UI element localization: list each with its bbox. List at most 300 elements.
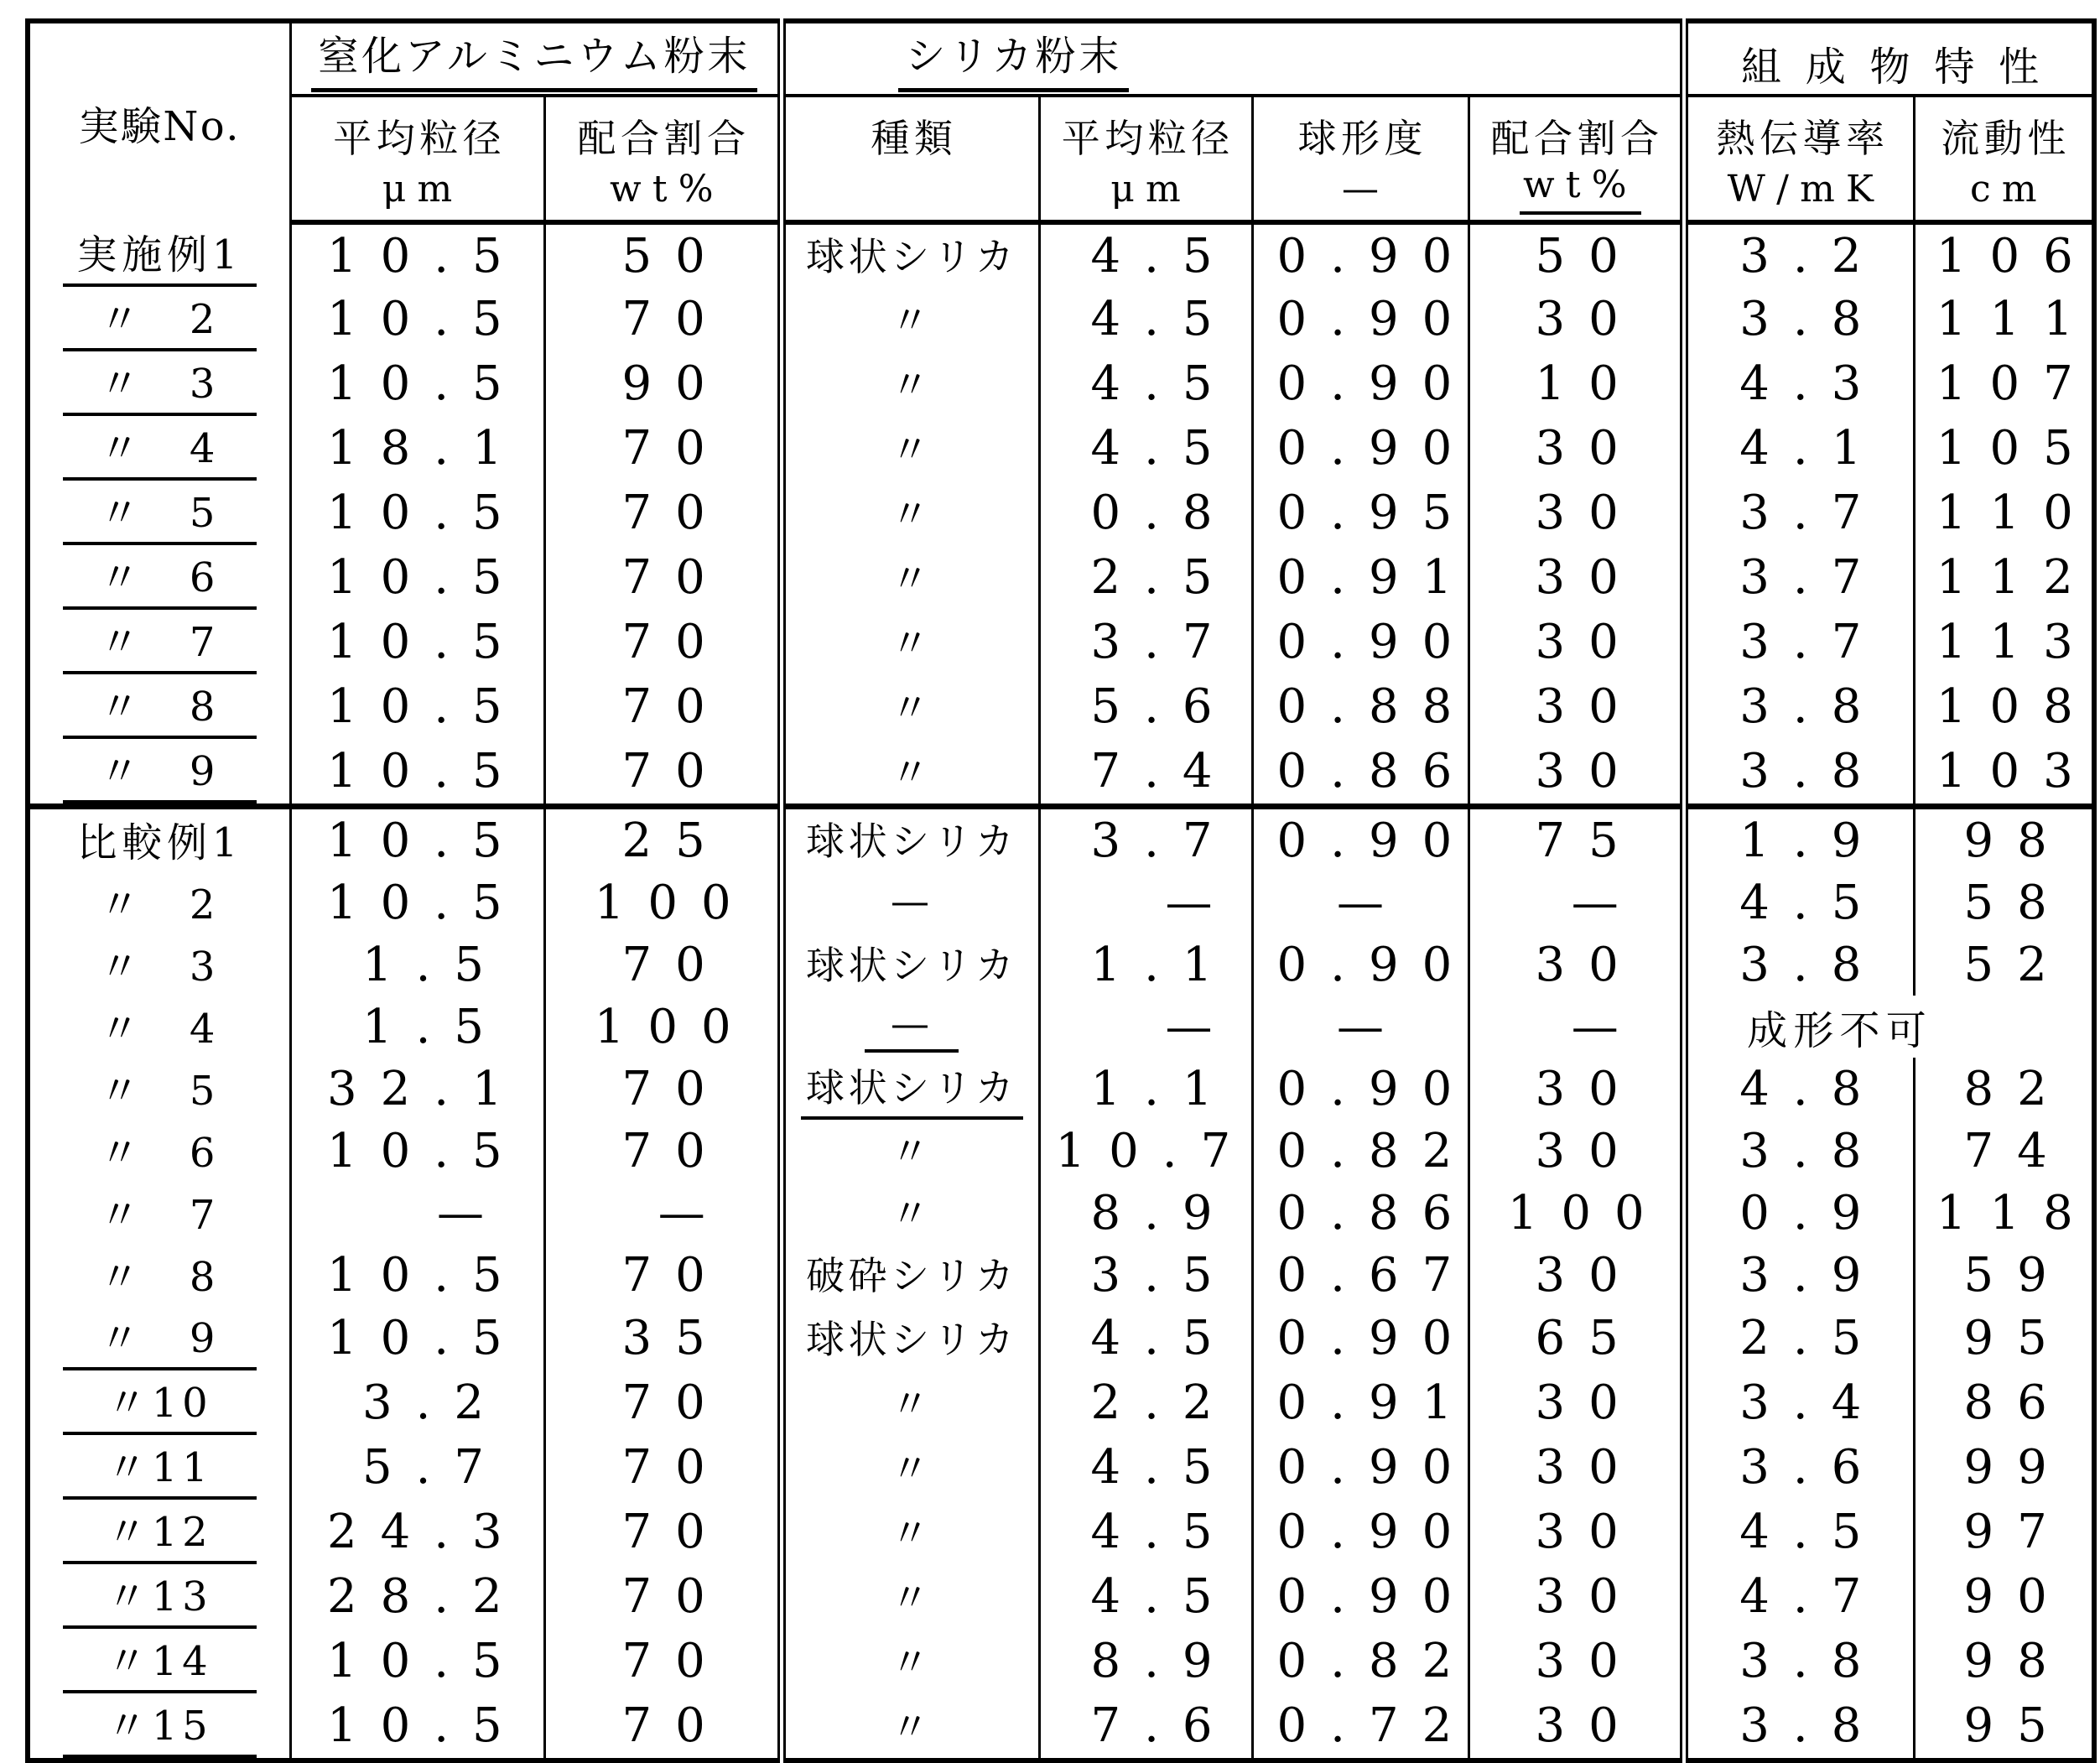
silica-ratio-cell <box>1468 1058 1684 1120</box>
sphericity-cell <box>1252 934 1476 996</box>
value-text: 90 <box>1963 1569 2071 1624</box>
value-text: 30 <box>1535 292 1642 346</box>
experiment-no-cell <box>28 739 290 807</box>
sphericity-cell <box>1252 1564 1476 1629</box>
value-text: 30 <box>1535 1634 1642 1688</box>
value-text: 3.9 <box>1739 1247 1885 1303</box>
silica-avg-size-cell <box>1039 610 1252 674</box>
value-text: 50 <box>621 228 729 283</box>
silica-avg-size-cell <box>1039 807 1252 872</box>
value-text: 70 <box>621 1247 729 1303</box>
conductivity-cell <box>1684 1370 1914 1435</box>
value-text: 58 <box>1963 875 2071 930</box>
experiment-no-label: 〃 4 <box>63 416 257 481</box>
value-text: 70 <box>621 1061 729 1116</box>
fluidity-cell <box>1914 1058 2094 1120</box>
value-text: 4.3 <box>1739 356 1885 411</box>
silica-ratio-cell <box>1468 934 1684 996</box>
aln-avg-size-cell <box>290 416 544 481</box>
silica-avg-size-cell <box>1039 1370 1252 1435</box>
silica-avg-size-cell <box>1039 1058 1252 1120</box>
value-text: 30 <box>1535 744 1642 798</box>
silica-kind-cell <box>782 871 1039 934</box>
patent-document-sheet <box>25 18 2097 1763</box>
value-text: 118 <box>1936 1185 2097 1240</box>
value-text: 0.90 <box>1276 1569 1476 1624</box>
value-text: 0.90 <box>1276 937 1476 992</box>
aln-ratio-cell <box>544 1564 782 1629</box>
molding-impossible-text: 成形不可 <box>1747 1006 1932 1054</box>
experiment-no-cell <box>28 1244 290 1306</box>
sphericity-cell <box>1252 287 1476 351</box>
sphericity-cell <box>1252 1500 1476 1564</box>
header-group-silica <box>782 21 1684 96</box>
experiment-no-label: 〃 6 <box>99 1129 221 1177</box>
experiment-no-label: 〃 9 <box>63 739 257 803</box>
value-text: 30 <box>1535 1061 1642 1116</box>
silica-ratio-cell <box>1468 545 1684 610</box>
conductivity-cell <box>1684 1244 1914 1306</box>
aln-ratio-cell <box>544 807 782 872</box>
silica-kind-cell <box>782 807 1039 872</box>
value-text: 111 <box>1936 292 2097 346</box>
conductivity-cell <box>1684 739 1914 807</box>
aln-ratio-cell <box>544 351 782 416</box>
experiment-no-label: 〃 2 <box>99 881 221 928</box>
conductivity-cell <box>1684 222 1914 287</box>
value-text: 1.1 <box>1090 937 1236 992</box>
fluidity-cell <box>1914 871 2094 934</box>
value-text: 65 <box>1535 1311 1642 1365</box>
experiment-results-table <box>25 18 2097 1763</box>
value-text: 10.5 <box>327 813 526 868</box>
value-text: 0.90 <box>1276 421 1476 476</box>
value-text: 4.7 <box>1739 1569 1885 1624</box>
silica-ratio-cell <box>1468 1244 1684 1306</box>
value-text: 3.7 <box>1739 615 1885 669</box>
value-text: — <box>437 1185 507 1240</box>
experiment-no-cell <box>28 1435 290 1500</box>
aln-ratio-cell <box>544 739 782 807</box>
aln-ratio-cell <box>544 934 782 996</box>
silica-kind-text: — <box>890 878 933 923</box>
sphericity-cell <box>1252 545 1476 610</box>
value-text: 30 <box>1535 1440 1642 1495</box>
silica-ratio-cell <box>1468 351 1684 416</box>
experiment-no-cell <box>28 1306 290 1370</box>
silica-ratio-cell <box>1468 287 1684 351</box>
value-text: 70 <box>621 615 729 669</box>
silica-kind-cell <box>782 674 1039 739</box>
fluidity-cell <box>1914 739 2097 807</box>
silica-kind-cell <box>782 1182 1039 1244</box>
aln-avg-size-cell <box>290 1435 544 1500</box>
experiment-no-cell <box>28 287 290 351</box>
experiment-no-label: 〃15 <box>63 1693 257 1758</box>
value-text: 3.5 <box>1090 1247 1236 1303</box>
value-text: 8.9 <box>1090 1185 1236 1240</box>
sphericity-cell <box>1252 1370 1476 1435</box>
value-text: 10 <box>1535 356 1642 411</box>
value-text: 113 <box>1936 615 2097 669</box>
silica-avg-size-cell <box>1039 674 1252 739</box>
experiment-no-label: 〃 3 <box>63 351 257 416</box>
value-text: 1.1 <box>1090 1061 1236 1116</box>
conductivity-cell <box>1684 871 1914 934</box>
value-text: 3.2 <box>361 1376 507 1430</box>
table-row <box>28 871 2094 934</box>
value-text: 10.5 <box>327 1634 526 1688</box>
molding-impossible-cell <box>1684 996 2094 1058</box>
aln-avg-size-cell <box>290 807 544 872</box>
silica-kind-cell <box>782 1370 1039 1435</box>
value-text: 4.5 <box>1739 875 1885 930</box>
value-text: 70 <box>621 1698 729 1753</box>
experiment-no-cell <box>28 1120 290 1182</box>
aln-ratio-cell <box>544 1244 782 1306</box>
table-row <box>28 739 2094 807</box>
experiment-no-label: 〃14 <box>63 1629 257 1693</box>
value-text: 3.4 <box>1739 1376 1885 1430</box>
value-text: 100 <box>594 999 755 1054</box>
silica-ratio-cell <box>1468 1693 1684 1760</box>
value-text: 25 <box>621 813 729 868</box>
silica-avg-size-cell <box>1039 1120 1255 1182</box>
silica-kind-cell <box>782 416 1039 481</box>
silica-ratio-cell <box>1468 1564 1684 1629</box>
silica-group-label-wrap <box>786 23 1242 92</box>
silica-kind-text: 〃 <box>890 297 933 343</box>
fluidity-cell <box>1914 222 2097 287</box>
table-row <box>28 1120 2094 1182</box>
table-row <box>28 1370 2094 1435</box>
sphericity-cell <box>1252 1435 1476 1500</box>
value-text: 0.86 <box>1276 1185 1476 1240</box>
value-text: 3.7 <box>1090 615 1236 669</box>
value-text: — <box>1165 999 1236 1054</box>
aln-ratio-cell <box>544 610 782 674</box>
silica-ratio-cell <box>1468 1435 1684 1500</box>
value-text: 10.5 <box>327 356 526 411</box>
experiment-no-label: 〃11 <box>63 1435 257 1500</box>
fluidity-cell <box>1914 351 2097 416</box>
table-row <box>28 1058 2094 1120</box>
value-text: 82 <box>1963 1061 2071 1116</box>
fluidity-cell <box>1914 1120 2094 1182</box>
experiment-no-cell <box>28 807 290 872</box>
silica-kind-text: 〃 <box>890 491 933 537</box>
group-header-row <box>28 21 2094 96</box>
silica-kind-cell <box>782 610 1039 674</box>
experiment-no-cell <box>28 1182 290 1244</box>
value-text: 107 <box>1936 356 2097 411</box>
silica-avg-size-cell <box>1039 1500 1252 1564</box>
table-row <box>28 1244 2094 1306</box>
value-text: 90 <box>621 356 729 411</box>
value-text: 3.7 <box>1739 486 1885 540</box>
table-row <box>28 996 2094 1058</box>
experiment-no-cell <box>28 1693 290 1760</box>
value-text: 0.82 <box>1276 1634 1476 1688</box>
silica-avg-size-cell <box>1039 1306 1252 1370</box>
fluidity-cell <box>1914 1370 2094 1435</box>
silica-avg-size-cell <box>1039 287 1252 351</box>
silica-avg-size-cell <box>1039 996 1252 1058</box>
aln-avg-size-cell <box>290 1244 544 1306</box>
experiment-no-cell <box>28 996 290 1058</box>
silica-avg-size-cell <box>1039 1182 1252 1244</box>
experiment-no-label: 〃12 <box>63 1500 257 1564</box>
header-silica-avg-size: 平均粒径 μm <box>1039 96 1252 222</box>
silica-kind-cell <box>782 287 1039 351</box>
value-text: 3.8 <box>1739 679 1885 734</box>
value-text: 10.5 <box>327 228 526 283</box>
silica-ratio-cell <box>1468 1500 1684 1564</box>
silica-avg-size-cell <box>1039 222 1252 287</box>
fluidity-cell <box>1914 674 2097 739</box>
value-text: 4.5 <box>1090 292 1236 346</box>
value-text: 0.90 <box>1276 228 1476 283</box>
value-text: 3.6 <box>1739 1440 1885 1495</box>
aln-ratio-cell <box>544 674 782 739</box>
experiment-no-cell <box>28 871 290 934</box>
header-group-properties <box>1684 21 2094 96</box>
value-text: 10.5 <box>327 1698 526 1753</box>
value-text: 0.82 <box>1276 1123 1476 1178</box>
value-text: 10.5 <box>327 1311 526 1365</box>
silica-ratio-cell <box>1468 610 1684 674</box>
value-text: 4.1 <box>1739 421 1885 476</box>
fluidity-cell <box>1914 416 2097 481</box>
sphericity-cell <box>1252 1244 1476 1306</box>
value-text: 105 <box>1936 421 2097 476</box>
experiment-no-cell <box>28 934 290 996</box>
aln-avg-size-cell <box>290 1693 544 1760</box>
silica-avg-size-cell <box>1039 351 1252 416</box>
sphericity-cell <box>1252 739 1476 807</box>
silica-kind-cell <box>782 222 1039 287</box>
silica-kind-text: 〃 <box>890 1639 933 1685</box>
value-text: 10.5 <box>327 292 526 346</box>
silica-ratio-cell <box>1468 996 1684 1058</box>
sphericity-cell <box>1252 996 1468 1058</box>
experiment-no-label: 比較例1 <box>76 819 243 866</box>
header-silica-kind: 種類 <box>782 96 1039 222</box>
value-text: 106 <box>1936 228 2097 283</box>
silica-kind-text: 球状シリカ <box>805 1316 1018 1362</box>
aln-avg-size-cell <box>290 934 544 996</box>
experiment-no-label: 〃 7 <box>99 1191 221 1239</box>
aln-ratio-cell <box>544 1120 782 1182</box>
aln-ratio-cell <box>544 1182 782 1244</box>
aln-ratio-cell <box>544 545 782 610</box>
experiment-no-cell <box>28 416 290 481</box>
fluidity-cell <box>1914 1435 2094 1500</box>
silica-ratio-cell <box>1468 674 1684 739</box>
sphericity-cell <box>1252 674 1476 739</box>
value-text: 0.72 <box>1276 1698 1476 1753</box>
silica-kind-cell <box>782 351 1039 416</box>
fluidity-cell <box>1914 1244 2094 1306</box>
value-text: — <box>1337 875 1408 930</box>
fluidity-cell <box>1914 807 2094 872</box>
experiment-no-cell <box>28 674 290 739</box>
table-row <box>28 610 2094 674</box>
value-text: 0.90 <box>1276 356 1476 411</box>
value-text: 0.9 <box>1739 1185 1885 1240</box>
value-text: 2.5 <box>1739 1311 1885 1365</box>
value-text: — <box>1571 875 1642 930</box>
value-text: 0.90 <box>1276 292 1476 346</box>
aln-avg-size-cell <box>290 1182 544 1244</box>
silica-avg-size-cell <box>1039 1435 1252 1500</box>
sphericity-cell <box>1252 871 1468 934</box>
aln-ratio-cell <box>544 416 782 481</box>
silica-kind-text: 〃 <box>890 684 933 731</box>
value-text: 30 <box>1535 615 1642 669</box>
aln-ratio-cell <box>544 1435 782 1500</box>
experiment-no-cell <box>28 1564 290 1629</box>
silica-kind-text: 〃 <box>890 1191 933 1236</box>
sphericity-cell <box>1252 481 1476 545</box>
value-text: 75 <box>1535 813 1642 868</box>
table-row <box>28 545 2094 610</box>
value-text: 3.8 <box>1739 1698 1885 1753</box>
experiment-no-cell <box>28 610 290 674</box>
sphericity-cell <box>1252 1182 1476 1244</box>
value-text: 70 <box>621 292 729 346</box>
silica-kind-cell <box>782 739 1039 807</box>
aln-avg-size-cell <box>290 1370 544 1435</box>
value-text: 0.90 <box>1276 1440 1476 1495</box>
aln-avg-size-cell <box>290 739 544 807</box>
silica-kind-cell <box>782 934 1039 996</box>
value-text: 10.5 <box>327 486 526 540</box>
table-row <box>28 1500 2094 1564</box>
experiment-no-cell <box>28 545 290 610</box>
table-header <box>28 21 2094 222</box>
value-text: 70 <box>621 937 729 992</box>
aln-avg-size-cell <box>290 871 544 934</box>
silica-avg-size-cell <box>1039 1564 1252 1629</box>
silica-kind-text: 〃 <box>890 620 933 666</box>
conductivity-cell <box>1684 351 1914 416</box>
experiment-no-label: 〃 4 <box>99 1005 221 1053</box>
experiment-no-label: 〃 5 <box>63 481 257 545</box>
value-text: 70 <box>621 486 729 540</box>
experiment-no-cell <box>28 1058 290 1120</box>
value-text: 100 <box>1507 1185 1668 1240</box>
value-text: 70 <box>621 1569 729 1624</box>
silica-ratio-cell <box>1468 807 1684 872</box>
aln-avg-size-cell <box>290 1629 544 1693</box>
silica-kind-cell <box>782 545 1039 610</box>
header-aln-ratio: 配合割合 wt% <box>544 96 782 222</box>
conductivity-cell <box>1684 1120 1914 1182</box>
aln-avg-size-cell <box>290 1120 544 1182</box>
experiment-no-label: 〃 3 <box>99 943 221 991</box>
sub-header-row <box>28 96 2094 222</box>
value-text: 4.5 <box>1090 1311 1236 1365</box>
value-text: 5.6 <box>1090 679 1236 734</box>
aln-avg-size-cell <box>290 545 544 610</box>
silica-ratio-cell <box>1468 1306 1684 1370</box>
value-text: 8.9 <box>1090 1634 1236 1688</box>
value-text: 30 <box>1535 1247 1642 1303</box>
silica-kind-text: 破砕シリカ <box>805 1253 1018 1298</box>
silica-kind-text: — <box>865 1001 959 1053</box>
silica-ratio-cell <box>1468 416 1684 481</box>
silica-kind-cell <box>782 1629 1039 1693</box>
value-text: 28.2 <box>327 1569 526 1624</box>
silica-kind-cell <box>782 1120 1039 1182</box>
value-text: 10.7 <box>1055 1123 1255 1178</box>
conductivity-cell <box>1684 416 1914 481</box>
silica-kind-text: 〃 <box>890 426 933 472</box>
sphericity-cell <box>1252 1058 1476 1120</box>
aln-avg-size-cell <box>290 287 544 351</box>
value-text: — <box>1165 875 1236 930</box>
value-text: 3.7 <box>1739 550 1885 605</box>
properties-group-label: 組成物特性 <box>1740 44 2063 91</box>
value-text: 10.5 <box>327 744 526 798</box>
silica-kind-text: 〃 <box>890 1381 933 1427</box>
value-text: 7.4 <box>1090 744 1236 798</box>
header-group-aluminum-nitride <box>290 21 782 96</box>
value-text: 95 <box>1963 1311 2071 1365</box>
experiment-no-label: 〃 2 <box>63 287 257 351</box>
value-text: 4.5 <box>1090 356 1236 411</box>
sphericity-cell <box>1252 416 1476 481</box>
value-text: 10.5 <box>327 1123 526 1178</box>
silica-ratio-cell <box>1468 222 1684 287</box>
silica-avg-size-cell <box>1039 545 1252 610</box>
value-text: 4.5 <box>1090 421 1236 476</box>
value-text: 18.1 <box>327 421 526 476</box>
silica-kind-text: 球状シリカ <box>801 1058 1023 1120</box>
conductivity-cell <box>1684 545 1914 610</box>
experiment-no-label: 実施例1 <box>63 222 257 287</box>
value-text: — <box>658 1185 729 1240</box>
conductivity-cell <box>1684 807 1914 872</box>
conductivity-cell <box>1684 481 1914 545</box>
conductivity-cell <box>1684 1500 1914 1564</box>
table-row <box>28 1306 2094 1370</box>
value-text: 2.2 <box>1090 1376 1236 1430</box>
value-text: 32.1 <box>327 1061 526 1116</box>
aln-ratio-cell <box>544 1629 782 1693</box>
value-text: 70 <box>621 1634 729 1688</box>
value-text: 70 <box>621 1505 729 1559</box>
value-text: 24.3 <box>327 1505 526 1559</box>
header-silica-ratio: 配合割合 wt% <box>1468 96 1684 222</box>
value-text: 0.88 <box>1276 679 1476 734</box>
fluidity-cell <box>1914 1629 2094 1693</box>
table-row <box>28 1693 2094 1760</box>
header-sphericity: 球形度 — <box>1252 96 1468 222</box>
experiment-no-cell <box>28 222 290 287</box>
silica-kind-text: 〃 <box>890 361 933 408</box>
value-text: 30 <box>1535 1698 1642 1753</box>
silica-ratio-cell <box>1468 871 1684 934</box>
aln-ratio-cell <box>544 871 782 934</box>
table-row <box>28 481 2094 545</box>
table-row <box>28 934 2094 996</box>
experiment-no-heading: 実験No. <box>78 103 241 150</box>
silica-kind-text: 〃 <box>890 1129 933 1174</box>
silica-kind-cell <box>782 1306 1039 1370</box>
value-text: 30 <box>1535 1505 1642 1559</box>
